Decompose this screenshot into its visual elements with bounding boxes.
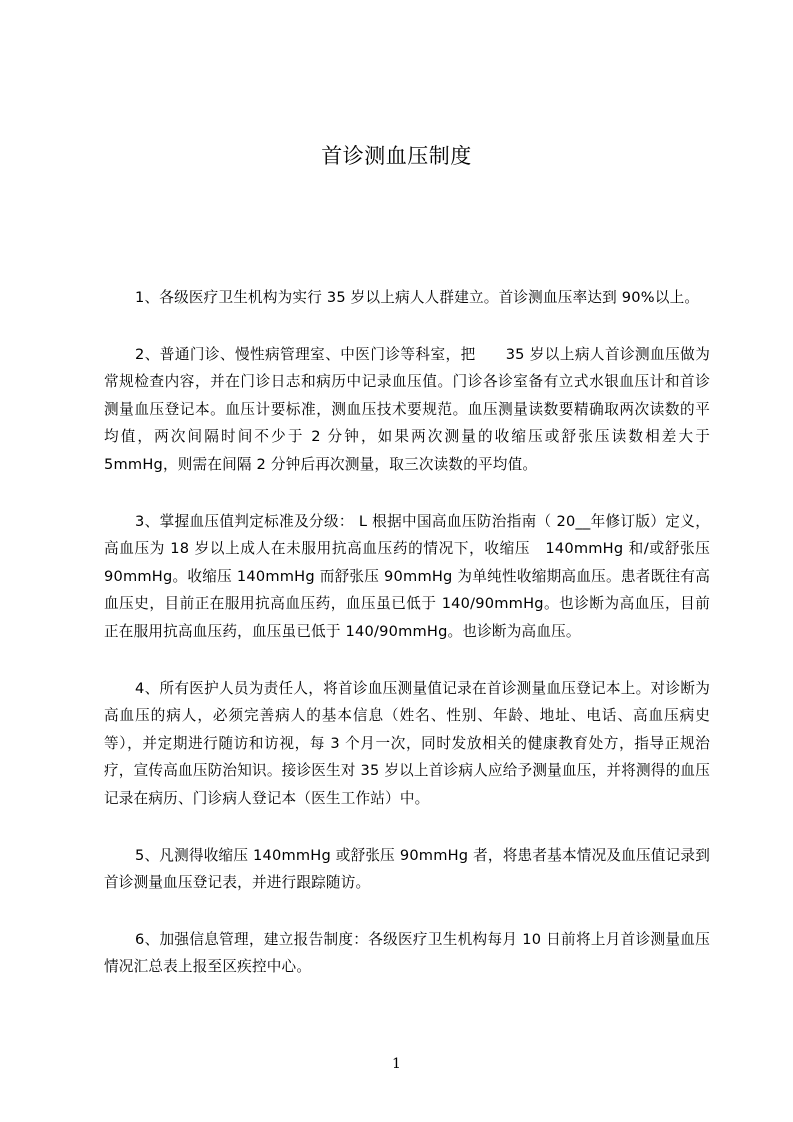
paragraph-1: 1、各级医疗卫生机构为实行 35 岁以上病人人群建立。首诊测血压率达到 90%以上。: [135, 289, 700, 306]
paragraph-4: 4、所有医护人员为责任人，将首诊血压测量值记录在首诊测量血压登记本上。对诊断为高血压的病人，必须完善病人的基本信息（姓名、性别、年龄、地址、电话、高血压病史等），并定期进行随访和访视，每 3 个月一次，同时发放相关的健康教育处方，指导正规治疗，宣传高血压防治知识。接诊医生对 35 岁以上首诊病人应给予测量血压，并将测得的血压记录在病历、门诊病人登记本（医生工作站）中。: [104, 679, 710, 807]
document-title: 首诊测血压制度: [321, 144, 472, 168]
document-body: [104, 284, 710, 1010]
paragraph-5: 5、凡测得收缩压 140mmHg 或舒张压 90mmHg 者，将患者基本情况及血压值记录到首诊测量血压登记表，并进行跟踪随访。: [104, 846, 710, 892]
paragraph-6: 6、加强信息管理，建立报告制度：各级医疗卫生机构每月 10 日前将上月首诊测量血压情况汇总表上报至区疾控中心。: [104, 930, 710, 976]
paragraph-3: 3、掌握血压值判定标准及分级： L 根据中国高血压防治指南（ 20__年修订版）定义，高血压为 18 岁以上成人在未服用抗高血压药的情况下，收缩压 140mmHg 和/或舒张压 90mmHg。收缩压 140mmHg 而舒张压 90mmHg 为单纯性收缩期高血压。患者既往有高血压史，目前正在服用抗高血压药，血压虽已低于 140/90mmHg。也诊断为高血压，目前正在服用抗高血压药，血压虽已低于 140/90mmHg。也诊断为高血压。: [104, 512, 710, 640]
page-number: 1: [392, 1056, 401, 1072]
paragraph-2: 2、普通门诊、慢性病管理室、中医门诊等科室，把 35 岁以上病人首诊测血压做为常规检查内容，并在门诊日志和病历中记录血压值。门诊各诊室备有立式水银血压计和首诊测量血压登记本。血压计要标准，测血压技术要规范。血压测量读数要精确取两次读数的平均值，两次间隔时间不少于 2 分钟，如果两次测量的收缩压或舒张压读数相差大于 5mmHg，则需在间隔 2 分钟后再次测量，取三次读数的平均值。: [104, 345, 710, 473]
